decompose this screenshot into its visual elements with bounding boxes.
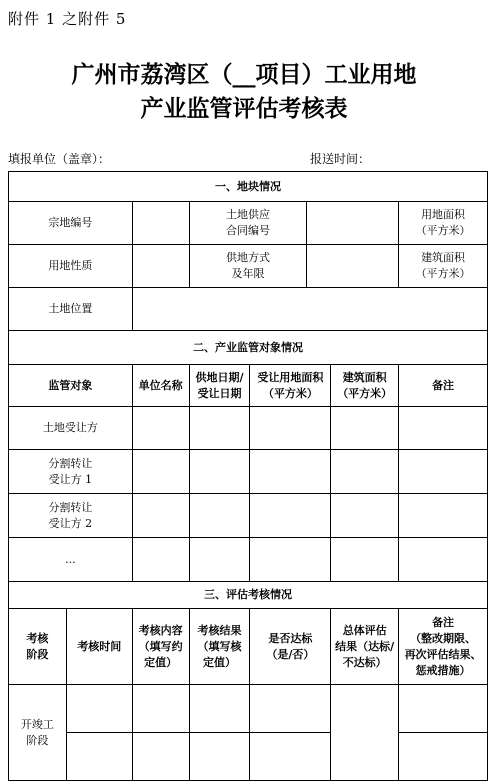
cell[interactable]	[189, 450, 250, 494]
header-object: 监管对象	[9, 365, 133, 407]
header-remark-3: 备注 （整改期限、 再次评估结果、 惩戒措施）	[399, 609, 488, 685]
header-stage: 考核 阶段	[9, 609, 67, 685]
cell[interactable]	[250, 450, 331, 494]
page-title-line2: 产业监管评估考核表	[140, 96, 348, 122]
cell[interactable]	[250, 538, 331, 582]
cell[interactable]	[250, 733, 331, 781]
parcel-no-label: 宗地编号	[9, 202, 133, 245]
cell[interactable]	[250, 407, 331, 450]
table-row	[9, 494, 488, 538]
header-unit-name: 单位名称	[132, 365, 189, 407]
cell[interactable]	[132, 685, 189, 733]
land-area-label: 用地面积 （平方米）	[399, 202, 488, 245]
section2-title: 二、产业监管对象情况	[9, 331, 488, 365]
cell[interactable]	[331, 538, 399, 582]
reporting-unit-label: 填报单位（盖章）：	[8, 152, 111, 166]
cell[interactable]	[66, 733, 132, 781]
cell[interactable]	[189, 685, 250, 733]
header-remark: 备注	[399, 365, 488, 407]
header-passed: 是否达标 （是/否）	[250, 609, 331, 685]
table-row	[9, 538, 488, 582]
cell[interactable]	[399, 407, 488, 450]
cell[interactable]	[331, 494, 399, 538]
page-title-line1: 广州市荔湾区（__项目）工业用地	[71, 62, 417, 88]
cell[interactable]	[132, 733, 189, 781]
header-building-area: 建筑面积 （平方米）	[331, 365, 399, 407]
row-split2-label: 分割转让 受让方 2	[9, 494, 133, 538]
row-more-label: ...	[9, 538, 133, 582]
contract-no-label: 土地供应 合同编号	[189, 202, 307, 245]
header-overall: 总体评估 结果（达标/ 不达标）	[331, 609, 399, 685]
cell[interactable]	[250, 685, 331, 733]
cell[interactable]	[189, 733, 250, 781]
cell[interactable]	[189, 407, 250, 450]
cell[interactable]	[331, 685, 399, 781]
attachment-label: 附件 1 之附件 5	[8, 10, 127, 28]
cell[interactable]	[399, 538, 488, 582]
row-grantee-label: 土地受让方	[9, 407, 133, 450]
cell[interactable]	[331, 450, 399, 494]
report-date-label: 报送时间：	[310, 152, 371, 166]
header-supply-date: 供地日期/ 受让日期	[189, 365, 250, 407]
section3-title: 三、评估考核情况	[9, 582, 488, 609]
cell[interactable]	[189, 494, 250, 538]
header-time: 考核时间	[66, 609, 132, 685]
land-use-value[interactable]	[132, 245, 189, 288]
location-value[interactable]	[132, 288, 487, 331]
location-label: 土地位置	[9, 288, 133, 331]
cell[interactable]	[399, 685, 488, 733]
table-row	[9, 450, 488, 494]
cell[interactable]	[189, 538, 250, 582]
row-split1-label: 分割转让 受让方 1	[9, 450, 133, 494]
table-row	[9, 733, 488, 781]
cell[interactable]	[132, 494, 189, 538]
cell[interactable]	[66, 685, 132, 733]
cell[interactable]	[132, 407, 189, 450]
evaluation-form-table	[8, 171, 488, 781]
header-transfer-area: 受让用地面积 （平方米）	[250, 365, 331, 407]
table-row	[9, 407, 488, 450]
cell[interactable]	[399, 450, 488, 494]
stage-start-label: 开竣工 阶段	[9, 685, 67, 781]
contract-no-value[interactable]	[307, 202, 399, 245]
cell[interactable]	[331, 407, 399, 450]
section1-title: 一、地块情况	[9, 172, 488, 202]
parcel-no-value[interactable]	[132, 202, 189, 245]
cell[interactable]	[132, 450, 189, 494]
header-content: 考核内容 （填写约 定值）	[132, 609, 189, 685]
supply-mode-value[interactable]	[307, 245, 399, 288]
building-area-label: 建筑面积 （平方米）	[399, 245, 488, 288]
header-result: 考核结果 （填写核 定值）	[189, 609, 250, 685]
cell[interactable]	[250, 494, 331, 538]
cell[interactable]	[132, 538, 189, 582]
supply-mode-label: 供地方式 及年限	[189, 245, 307, 288]
land-use-label: 用地性质	[9, 245, 133, 288]
cell[interactable]	[399, 733, 488, 781]
cell[interactable]	[399, 494, 488, 538]
table-row	[9, 685, 488, 733]
